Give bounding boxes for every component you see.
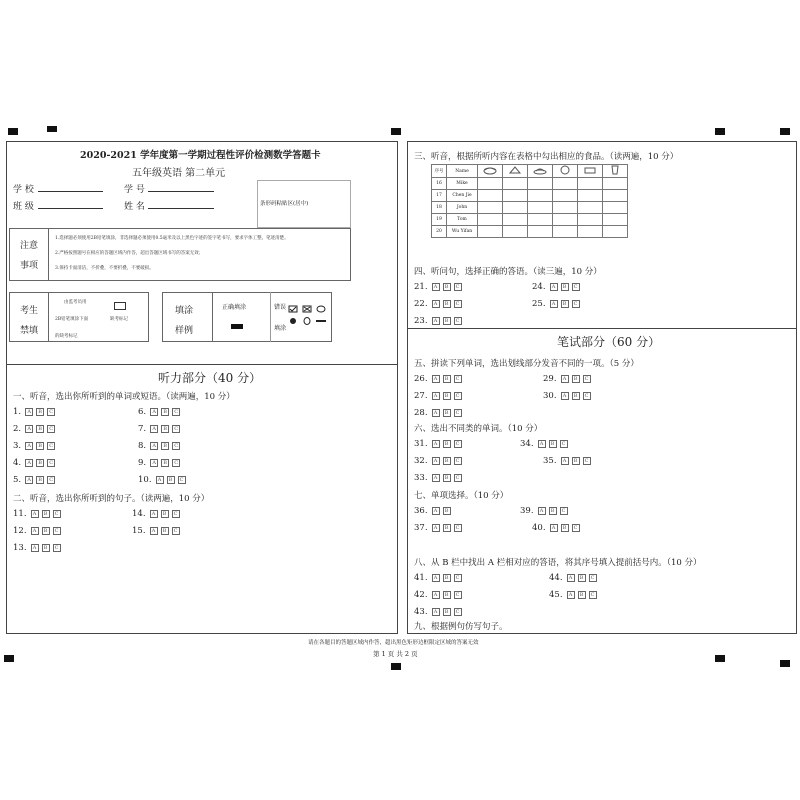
footer-warning: 请在各题目的答题区域内作答，超出黑色矩形边框限定区域的答案无效 [308,640,479,646]
food-icon-1 [478,165,503,178]
question-24[interactable]: 24. A B C [532,282,583,292]
question-33[interactable]: 33. A B C [414,473,465,483]
notice-divider [48,228,49,281]
question-15[interactable]: 15. A B C [132,526,183,536]
barcode-label: 条形码粘贴区(居中) [260,201,309,207]
question-37[interactable]: 37. A B C [414,523,465,533]
question-26[interactable]: 26. A B C [414,374,465,384]
name-field[interactable] [148,199,214,209]
examinee-line-2: 2B铅笔填涂下面 [55,317,89,322]
fill-label-top: 填涂 [175,306,194,316]
part1-instruction: 一、听音，选出你所听到的单词或短语。（读两遍，10 分） [13,392,235,402]
table-header-name: Name [447,165,478,178]
question-4[interactable]: 4. A B C [13,458,58,468]
question-14[interactable]: 14. A B C [132,509,183,519]
question-23[interactable]: 23. A B C [414,316,465,326]
question-3[interactable]: 3. A B C [13,441,58,451]
registration-mark [391,663,401,670]
examinee-label-bottom: 禁填 [20,326,39,336]
registration-mark [391,128,401,135]
writing-title: 笔试部分（60 分） [557,335,661,349]
examinee-label-top: 考生 [20,306,39,316]
fill-label-bottom: 样例 [175,326,194,336]
examinee-line-1: 由监考员用 [64,300,87,305]
part7-instruction: 七、单项选择。（10 分） [414,491,509,501]
question-11[interactable]: 11. A B C [13,509,64,519]
question-41[interactable]: 41. A B C [414,573,465,583]
school-field[interactable] [38,182,103,192]
registration-mark [47,126,57,132]
class-label: 班 级 [13,202,34,212]
question-6[interactable]: 6. A B C [138,407,183,417]
question-40[interactable]: 40. A B C [532,523,583,533]
question-45[interactable]: 45. A B C [549,590,600,600]
food-table [431,164,628,238]
food-icon-6 [603,165,628,178]
question-39[interactable]: 39. A B C [520,506,571,516]
registration-mark [780,660,790,667]
table-row: 16 Mike [432,178,628,190]
sheet-title: 2020-2021 学年度第一学期过程性评价检测数学答题卡 [80,150,321,161]
fill-example-divider [212,292,213,342]
part3-instruction: 三、听音，根据所听内容在表格中勾出相应的食品。（读两遍，10 分） [414,152,679,162]
question-13[interactable]: 13. A B C [13,543,64,553]
page-number: 第 1 页 共 2 页 [373,650,418,658]
sheet-subtitle: 五年级英语 第二单元 [132,168,226,179]
notice-label-top: 注意 [20,241,39,251]
part5-instruction: 五、拼读下列单词，选出划线部分发音不同的一项。（5 分） [414,359,639,369]
question-30[interactable]: 30. A B C [543,391,594,401]
notice-line-3: 3.保持卡面清洁，不折叠，不要折叠，不要破损。 [55,266,154,271]
part8-instruction: 八、从 B 栏中找出 A 栏相对应的答语，将其序号填入提前括号内。（10 分） [414,558,702,568]
wrong-fill-samples-icon [288,305,328,327]
question-25[interactable]: 25. A B C [532,299,583,309]
question-31[interactable]: 31. A B C [414,439,465,449]
question-8[interactable]: 8. A B C [138,441,183,451]
food-icon-2 [503,165,528,178]
table-row: 20 Wu Yifan [432,226,628,238]
question-29[interactable]: 29. A B C [543,374,594,384]
absent-mark-box[interactable] [114,302,126,310]
question-10[interactable]: 10. A B C [138,475,189,485]
question-44[interactable]: 44. A B C [549,573,600,583]
correct-fill-label: 正确填涂 [222,304,247,311]
student-no-label: 学 号 [124,185,145,195]
question-32[interactable]: 32. A B C [414,456,465,466]
question-28[interactable]: 28. A B C [414,408,465,418]
listening-header-rule [6,364,398,365]
question-9[interactable]: 9. A B C [138,458,183,468]
part6-instruction: 六、选出不同类的单词。（10 分） [414,424,543,434]
notice-line-2: 2.严格按照题号在相应的答题区域内作答，超出答题区域书写的答案无效； [55,251,204,256]
question-34[interactable]: 34. A B C [520,439,571,449]
notice-line-1: 1.选择题必须使用2B铅笔填涂，非选择题必须使用0.5毫米及以上黑色字迹的签字笔书写，要求字体工整、笔迹清楚。 [55,236,289,241]
registration-mark [715,128,725,135]
wrong-fill-label-top: 错误 [274,304,287,311]
question-43[interactable]: 43. A B C [414,607,465,617]
registration-mark [4,655,14,662]
question-21[interactable]: 21. A B C [414,282,465,292]
question-36[interactable]: 36. A B [414,506,454,516]
table-row: 19 Tom [432,214,628,226]
table-row: 18 John [432,202,628,214]
writing-header-rule [407,328,797,329]
question-35[interactable]: 35. A B C [543,456,594,466]
examinee-divider [48,292,49,342]
part2-instruction: 二、听音，选出你所听到的句子。（读两遍，10 分） [13,494,210,504]
name-label: 姓 名 [124,202,145,212]
question-27[interactable]: 27. A B C [414,391,465,401]
registration-mark [715,655,725,662]
question-12[interactable]: 12. A B C [13,526,64,536]
registration-mark [780,128,790,135]
absent-mark-label: 缺考标记 [110,317,128,322]
table-header-no: 序号 [432,165,447,178]
question-5[interactable]: 5. A B C [13,475,58,485]
food-icon-5 [578,165,603,178]
table-row: 17 Chen Jie [432,190,628,202]
question-42[interactable]: 42. A B C [414,590,465,600]
school-label: 学 校 [13,185,34,195]
class-field[interactable] [38,199,103,209]
fill-example-divider-2 [270,292,271,342]
part4-instruction: 四、听问句，选择正确的答语。（读三遍，10 分） [414,267,602,277]
food-icon-3 [528,165,553,178]
part9-instruction: 九、根据例句仿写句子。 [414,622,508,632]
listening-title: 听力部分（40 分） [158,371,262,385]
student-no-field[interactable] [148,182,214,192]
question-2[interactable]: 2. A B C [13,424,58,434]
correct-fill-sample [231,324,243,329]
question-1[interactable]: 1. A B C [13,407,58,417]
notice-label-bottom: 事项 [20,261,39,271]
question-7[interactable]: 7. A B C [138,424,183,434]
question-22[interactable]: 22. A B C [414,299,465,309]
food-icon-4 [553,165,578,178]
registration-mark [8,128,18,135]
examinee-line-3: 的缺考标记 [55,334,78,339]
wrong-fill-label-bottom: 填涂 [274,325,287,332]
